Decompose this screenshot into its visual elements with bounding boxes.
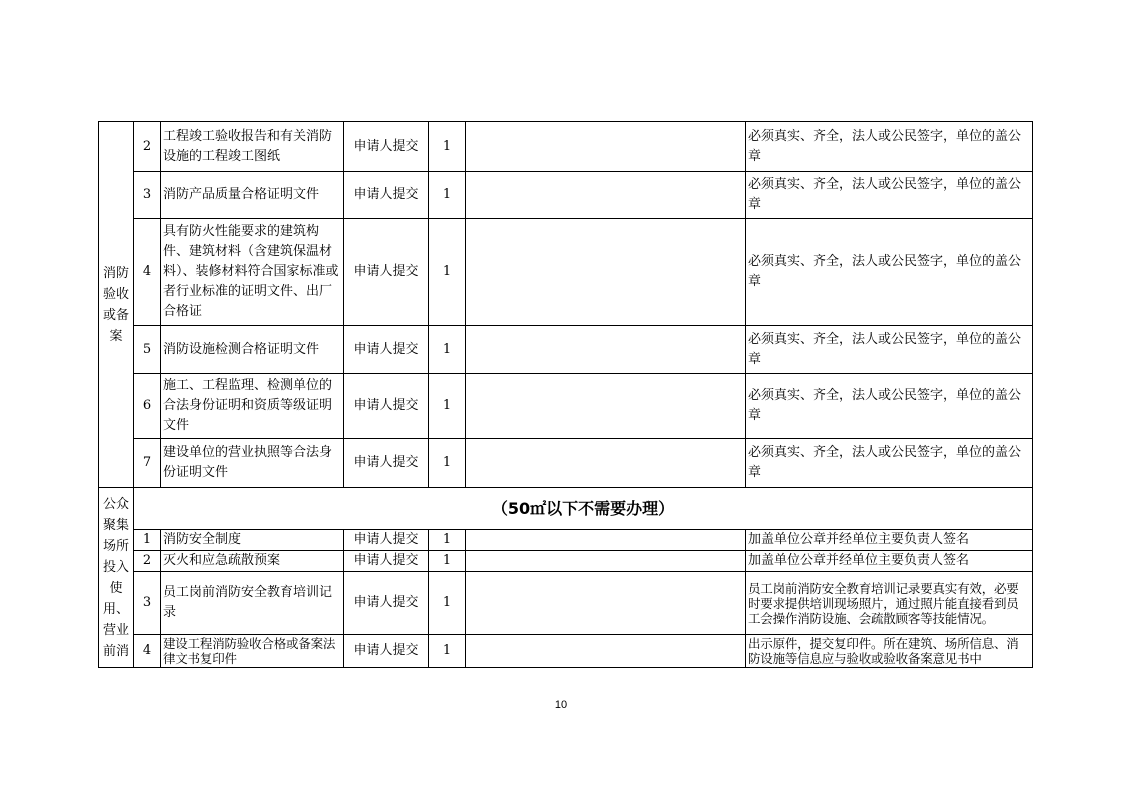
copy-count: 1 xyxy=(429,530,466,551)
requirement-note: 加盖单位公章并经单位主要负责人签名 xyxy=(746,551,1033,572)
material-name: 消防安全制度 xyxy=(161,530,344,551)
copy-count: 1 xyxy=(429,326,466,374)
material-name: 具有防火性能要求的建筑构件、建筑材料（含建筑保温材料）、装修材料符合国家标准或者行业标准的证明文件、出厂合格证 xyxy=(161,219,344,326)
table-row xyxy=(99,572,1033,635)
blank-cell xyxy=(466,219,746,326)
table-row xyxy=(99,530,1033,551)
material-name: 灭火和应急疏散预案 xyxy=(161,551,344,572)
row-number: 3 xyxy=(134,172,161,219)
category-public-venue: 公众聚集场所投入使用、营业前消 xyxy=(99,488,134,668)
material-name: 员工岗前消防安全教育培训记录 xyxy=(161,572,344,635)
row-number: 1 xyxy=(134,530,161,551)
copy-count: 1 xyxy=(429,439,466,488)
row-number: 2 xyxy=(134,551,161,572)
requirement-note: 必须真实、齐全，法人或公民签字，单位的盖公章 xyxy=(746,219,1033,326)
blank-cell xyxy=(466,551,746,572)
blank-cell xyxy=(466,530,746,551)
table-row xyxy=(99,374,1033,439)
category-fire-acceptance: 消防验收或备案 xyxy=(99,122,134,488)
table-row xyxy=(99,551,1033,572)
blank-cell xyxy=(466,374,746,439)
material-name: 消防产品质量合格证明文件 xyxy=(161,172,344,219)
blank-cell xyxy=(466,572,746,635)
table-row xyxy=(99,439,1033,488)
requirement-note: 必须真实、齐全，法人或公民签字，单位的盖公章 xyxy=(746,122,1033,172)
blank-cell xyxy=(466,122,746,172)
blank-cell xyxy=(466,635,746,668)
copy-count: 1 xyxy=(429,122,466,172)
requirement-note: 必须真实、齐全，法人或公民签字，单位的盖公章 xyxy=(746,374,1033,439)
row-number: 4 xyxy=(134,219,161,326)
submitter: 申请人提交 xyxy=(344,374,429,439)
requirement-note: 必须真实、齐全，法人或公民签字，单位的盖公章 xyxy=(746,326,1033,374)
table-row xyxy=(99,219,1033,326)
submitter: 申请人提交 xyxy=(344,572,429,635)
submitter: 申请人提交 xyxy=(344,439,429,488)
requirement-note: 必须真实、齐全，法人或公民签字，单位的盖公章 xyxy=(746,439,1033,488)
table-row xyxy=(99,122,1033,172)
table-row xyxy=(99,326,1033,374)
copy-count: 1 xyxy=(429,172,466,219)
requirement-note: 员工岗前消防安全教育培训记录要真实有效，必要时要求提供培训现场照片，通过照片能直接看到员工会操作消防设施、会疏散顾客等技能情况。 xyxy=(746,572,1033,635)
submitter: 申请人提交 xyxy=(344,551,429,572)
submitter: 申请人提交 xyxy=(344,530,429,551)
page-number: 10 xyxy=(554,699,568,711)
blank-cell xyxy=(466,326,746,374)
row-number: 7 xyxy=(134,439,161,488)
submitter: 申请人提交 xyxy=(344,219,429,326)
copy-count: 1 xyxy=(429,219,466,326)
table-row xyxy=(99,488,1033,530)
requirement-note: 加盖单位公章并经单位主要负责人签名 xyxy=(746,530,1033,551)
requirement-note: 必须真实、齐全，法人或公民签字，单位的盖公章 xyxy=(746,172,1033,219)
requirement-note: 出示原件，提交复印件。所在建筑、场所信息、消防设施等信息应与验收或验收备案意见书中 xyxy=(746,635,1033,668)
material-name: 消防设施检测合格证明文件 xyxy=(161,326,344,374)
material-name: 施工、工程监理、检测单位的合法身份证明和资质等级证明文件 xyxy=(161,374,344,439)
row-number: 2 xyxy=(134,122,161,172)
copy-count: 1 xyxy=(429,572,466,635)
material-name: 工程竣工验收报告和有关消防设施的工程竣工图纸 xyxy=(161,122,344,172)
table-row xyxy=(99,172,1033,219)
submitter: 申请人提交 xyxy=(344,635,429,668)
material-name: 建设工程消防验收合格或备案法律文书复印件 xyxy=(161,635,344,668)
blank-cell xyxy=(466,172,746,219)
copy-count: 1 xyxy=(429,635,466,668)
copy-count: 1 xyxy=(429,551,466,572)
copy-count: 1 xyxy=(429,374,466,439)
materials-table xyxy=(98,121,1033,668)
submitter: 申请人提交 xyxy=(344,122,429,172)
submitter: 申请人提交 xyxy=(344,172,429,219)
row-number: 5 xyxy=(134,326,161,374)
section-note: （50㎡以下不需要办理） xyxy=(134,488,1033,530)
row-number: 4 xyxy=(134,635,161,668)
material-name: 建设单位的营业执照等合法身份证明文件 xyxy=(161,439,344,488)
table-row xyxy=(99,635,1033,668)
blank-cell xyxy=(466,439,746,488)
submitter: 申请人提交 xyxy=(344,326,429,374)
row-number: 3 xyxy=(134,572,161,635)
row-number: 6 xyxy=(134,374,161,439)
